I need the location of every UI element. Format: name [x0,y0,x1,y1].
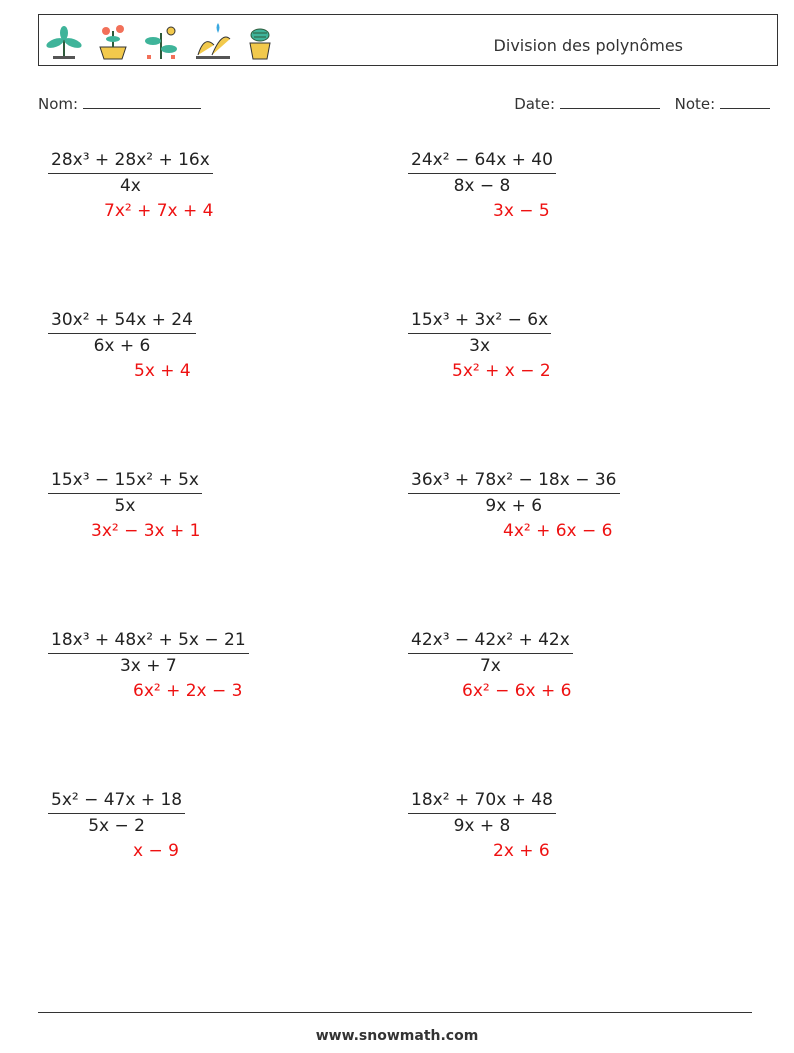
problem-4 [408,310,551,356]
date-blank[interactable] [560,94,660,109]
grade-blank[interactable] [720,94,770,109]
footer-divider [38,1012,752,1013]
denominator: 9x + 6 [485,496,543,516]
answer-10: 2x + 6 [493,841,550,861]
problem-10 [408,790,556,836]
fraction [48,150,213,196]
answer-2: 3x − 5 [493,201,550,221]
numerator: 18x² + 70x + 48 [408,790,556,814]
answer-7: 6x² + 2x − 3 [133,681,243,701]
problem-5 [48,470,202,516]
name-field [38,94,201,113]
answer-3: 5x + 4 [134,361,191,381]
plant-icon-5 [243,21,277,61]
fraction [48,470,202,516]
denominator: 7x [479,656,501,676]
denominator: 5x − 2 [88,816,145,836]
numerator: 5x² − 47x + 18 [48,790,185,814]
problem-6 [408,470,620,516]
numerator: 15x³ − 15x² + 5x [48,470,202,494]
answer-8: 6x² − 6x + 6 [462,681,572,701]
denominator: 4x [119,176,141,196]
fraction [408,630,573,676]
denominator: 3x [469,336,491,356]
plant-icon-1 [43,21,85,61]
answer-9: x − 9 [133,841,179,861]
problem-9 [48,790,185,836]
problem-1 [48,150,213,196]
numerator: 36x³ + 78x² − 18x − 36 [408,470,620,494]
fraction [408,310,551,356]
plant-icon-2 [94,21,132,61]
answer-1: 7x² + 7x + 4 [104,201,214,221]
denominator: 6x + 6 [93,336,151,356]
numerator: 42x³ − 42x² + 42x [408,630,573,654]
denominator: 5x [114,496,136,516]
footer-url[interactable]: www.snowmath.com [315,1028,479,1044]
fraction [48,790,185,836]
numerator: 28x³ + 28x² + 16x [48,150,213,174]
fraction [48,630,249,676]
worksheet-title: Division des polynômes [493,36,683,55]
grade-label: Note: [674,95,716,113]
numerator: 15x³ + 3x² − 6x [408,310,551,334]
numerator: 30x² + 54x + 24 [48,310,196,334]
denominator: 3x + 7 [119,656,177,676]
plant-illustrations [43,21,281,61]
problem-7 [48,630,249,676]
answer-6: 4x² + 6x − 6 [503,521,613,541]
numerator: 18x³ + 48x² + 5x − 21 [48,630,249,654]
problem-2 [408,150,556,196]
worksheet-header [38,14,778,66]
answer-4: 5x² + x − 2 [452,361,551,381]
denominator: 8x − 8 [453,176,511,196]
date-label: Date: [514,95,556,113]
fraction [408,790,556,836]
answer-5: 3x² − 3x + 1 [91,521,201,541]
plant-icon-3 [141,21,183,61]
date-grade-fields [514,94,770,113]
name-label: Nom: [38,95,79,113]
denominator: 9x + 8 [453,816,511,836]
fraction [408,150,556,196]
plant-icon-4 [192,21,234,61]
fraction [48,310,196,356]
fraction [408,470,620,516]
problem-3 [48,310,196,356]
numerator: 24x² − 64x + 40 [408,150,556,174]
problem-8 [408,630,573,676]
name-blank[interactable] [83,94,201,109]
